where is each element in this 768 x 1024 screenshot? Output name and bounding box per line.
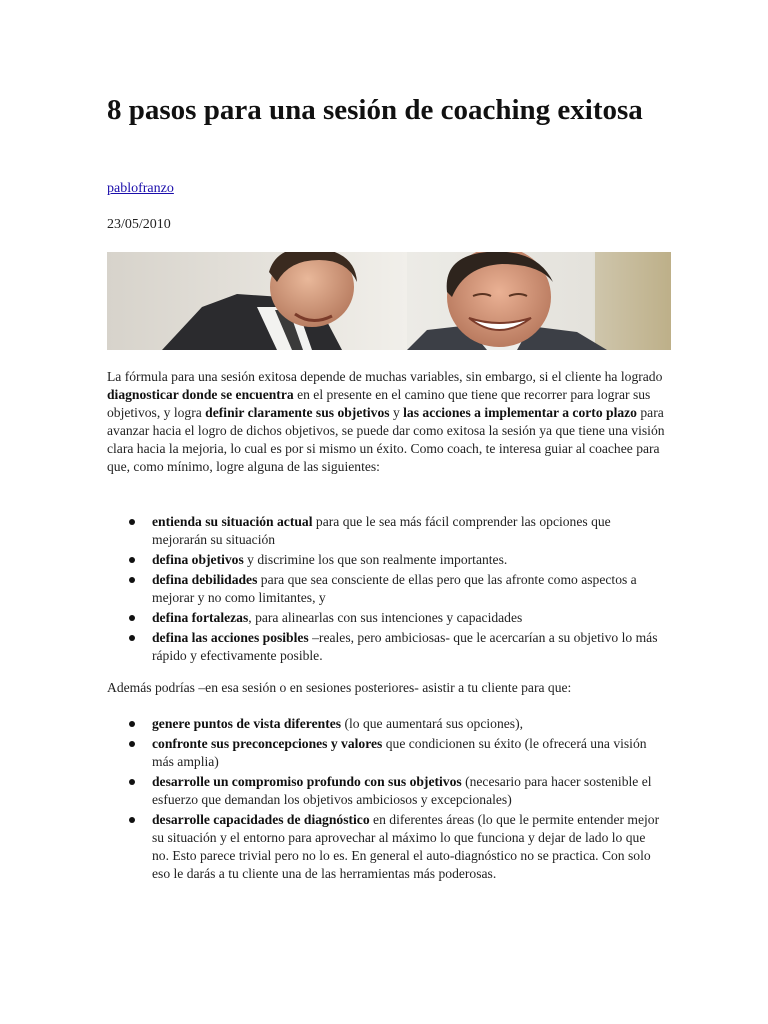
list-item (107, 811, 665, 883)
bullet-dot-icon (129, 721, 135, 727)
list-item (107, 735, 665, 771)
page-title: 8 pasos para una sesión de coaching exitosa (107, 94, 643, 126)
list-item-bold: desarrolle capacidades de diagnóstico (152, 812, 370, 827)
intro-text-1: La fórmula para una sesión exitosa depende de muchas variables, sin embargo, si el cliente ha logrado (107, 369, 663, 384)
list-item (107, 629, 665, 665)
author-link[interactable]: pablofranzo (107, 181, 174, 196)
bullet-dot-icon (129, 779, 135, 785)
list-item-text: para que sea consciente de ellas pero que las afronte como aspectos a mejorar y no como limitantes, y (152, 572, 637, 605)
list-item-text: (lo que aumentará sus opciones), (341, 716, 523, 731)
list-item-bold: defina objetivos (152, 552, 244, 567)
intro-bold-3: las acciones a implementar a corto plazo (403, 405, 637, 420)
bullet-dot-icon (129, 557, 135, 563)
list-item (107, 773, 665, 809)
list-item-text: para que le sea más fácil comprender las opciones que mejorarán su situación (152, 514, 611, 547)
intro-text-2: en el presente en el camino que tiene que recorrer para lograr sus objetivos, y logra (107, 387, 651, 420)
list-item-bold: confronte sus preconcepciones y valores (152, 736, 383, 751)
list-item-text: y discrimine los que son realmente importantes. (243, 552, 508, 567)
publish-date: 23/05/2010 (107, 217, 171, 232)
intro-bold-2: definir claramente sus objetivos (205, 405, 390, 420)
hero-photo (107, 252, 671, 350)
goals-list (107, 513, 665, 667)
list-item-text: que condicionen su éxito (le ofrecerá una visión más amplia) (152, 736, 647, 769)
list-item-text: –reales, pero ambiciosas- que le acercarían a su objetivo lo más rápido y efectivamente posible. (152, 630, 658, 663)
list-item-text: (necesario para hacer sostenible el esfuerzo que demandan los objetivos ambiciosos y excepcionales) (152, 774, 652, 807)
list-item (107, 513, 665, 549)
list-item-bold: defina fortalezas (152, 610, 249, 625)
list-item-bold: desarrolle un compromiso profundo con sus objetivos (152, 774, 462, 789)
secondary-paragraph: Además podrías –en esa sesión o en sesiones posteriores- asistir a tu cliente para que: (107, 680, 572, 695)
bullet-dot-icon (129, 577, 135, 583)
list-item (107, 715, 665, 733)
intro-text-4: para avanzar hacia el logro de dichos objetivos, se puede dar como exitosa la sesión ya que tiene una visión clara hacia la mejoria, lo cual es por si mismo un éxito. Como coach, te interesa guiar al coachee para que, como mínimo, logre alguna de las siguientes: (107, 405, 665, 474)
bullet-dot-icon (129, 817, 135, 823)
bullet-dot-icon (129, 615, 135, 621)
bullet-dot-icon (129, 635, 135, 641)
list-item (107, 571, 665, 607)
list-item-bold: defina las acciones posibles (152, 630, 309, 645)
list-item-bold: genere puntos de vista diferentes (152, 716, 342, 731)
list-item-bold: defina debilidades (152, 572, 258, 587)
assist-list (107, 715, 665, 885)
intro-paragraph (107, 368, 665, 476)
intro-text-3: y (389, 405, 404, 420)
intro-bold-1: diagnosticar donde se encuentra (107, 387, 294, 402)
list-item-text: , para alinearlas con sus intenciones y capacidades (248, 610, 523, 625)
list-item-bold: entienda su situación actual (152, 514, 313, 529)
bullet-dot-icon (129, 741, 135, 747)
list-item (107, 609, 665, 627)
list-item (107, 551, 665, 569)
list-item-text: en diferentes áreas (lo que le permite entender mejor su situación y el entorno para aprovechar al máximo lo que funciona y dejar de lado lo que no. Esto parece trivial pero no lo es. En general el auto-diagnóstico no se practica. Con solo eso le darás a tu cliente una de las herramientas más poderosas. (152, 812, 660, 881)
bullet-dot-icon (129, 519, 135, 525)
